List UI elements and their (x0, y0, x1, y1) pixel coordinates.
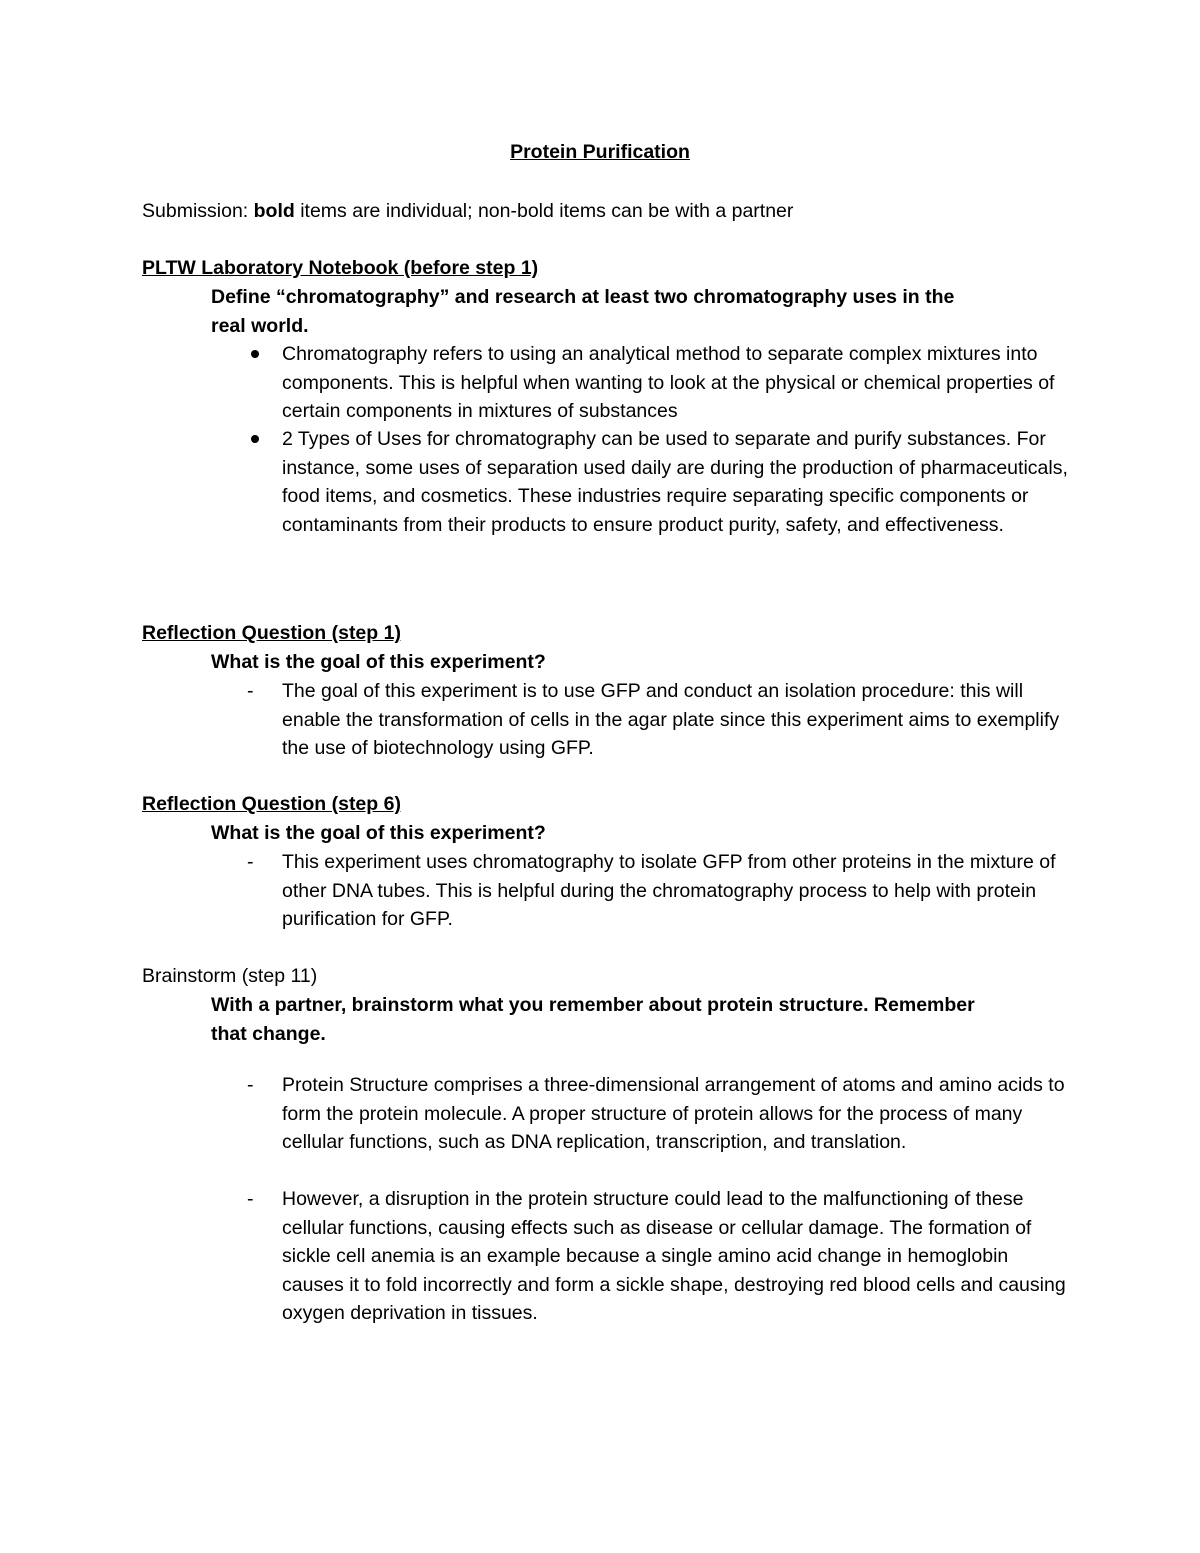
dash-marker: - (247, 1188, 254, 1210)
list-item: Protein Structure comprises a three-dimensional arrangement of atoms and amino acids to form the protein molecule. A proper structure of protein allows for the process of many cellular functions, such as DNA replication, transcription, and translation. (282, 1074, 1065, 1153)
list-item: However, a disruption in the protein structure could lead to the malfunctioning of these cellular functions, causing effects such as disease or cellular damage. The formation of sickle cell anemia is an example because a single amino acid change in hemoglobin causes it to fold incorrectly and form a sickle shape, destroying red blood cells and causing oxygen deprivation in tissues. (282, 1188, 1066, 1324)
section-heading-reflection-step1: Reflection Question (step 1) (142, 622, 401, 644)
bullet-marker (251, 350, 259, 358)
section-heading-notebook: PLTW Laboratory Notebook (before step 1) (142, 257, 539, 279)
section-prompt-brainstorm-line1: With a partner, brainstorm what you remember about protein structure. Remember (211, 994, 975, 1016)
section-heading-brainstorm: Brainstorm (step 11) (142, 965, 318, 987)
section-prompt-brainstorm-line2: that change. (211, 1023, 326, 1045)
section-prompt-reflection-step1: What is the goal of this experiment? (211, 651, 546, 673)
section-prompt-notebook-line1: Define “chromatography” and research at least two chromatography uses in the (211, 286, 955, 308)
submission-suffix: items are individual; non-bold items can be with a partner (294, 200, 794, 222)
dash-marker: - (247, 851, 254, 873)
list-item: 2 Types of Uses for chromatography can be used to separate and purify substances. For instance, some uses of separation used daily are during the production of pharmaceuticals, food items, and cosmetics. These industries require separating specific components or contaminants from their products to ensure product purity, safety, and effectiveness. (282, 428, 1068, 536)
dash-marker: - (247, 1074, 254, 1096)
bullet-marker (251, 435, 259, 443)
section-prompt-reflection-step6: What is the goal of this experiment? (211, 822, 546, 844)
dash-marker: - (247, 680, 254, 702)
list-item: The goal of this experiment is to use GFP and conduct an isolation procedure: this will enable the transformation of cells in the agar plate since this experiment aims to exemplify the use of biotechnology using GFP. (282, 680, 1060, 759)
document-title: Protein Purification (510, 141, 690, 163)
section-heading-reflection-step6: Reflection Question (step 6) (142, 793, 401, 815)
section-prompt-notebook-line2: real world. (211, 315, 309, 337)
list-item: Chromatography refers to using an analytical method to separate complex mixtures into components. This is helpful when wanting to look at the physical or chemical properties of certain components in mixtures of substances (282, 343, 1055, 422)
list-item: This experiment uses chromatography to isolate GFP from other proteins in the mixture of other DNA tubes. This is helpful during the chromatography process to help with protein purification for GFP. (282, 851, 1056, 930)
submission-bold-word: bold (253, 200, 295, 222)
submission-note (142, 200, 793, 223)
submission-prefix: Submission: (142, 200, 254, 222)
